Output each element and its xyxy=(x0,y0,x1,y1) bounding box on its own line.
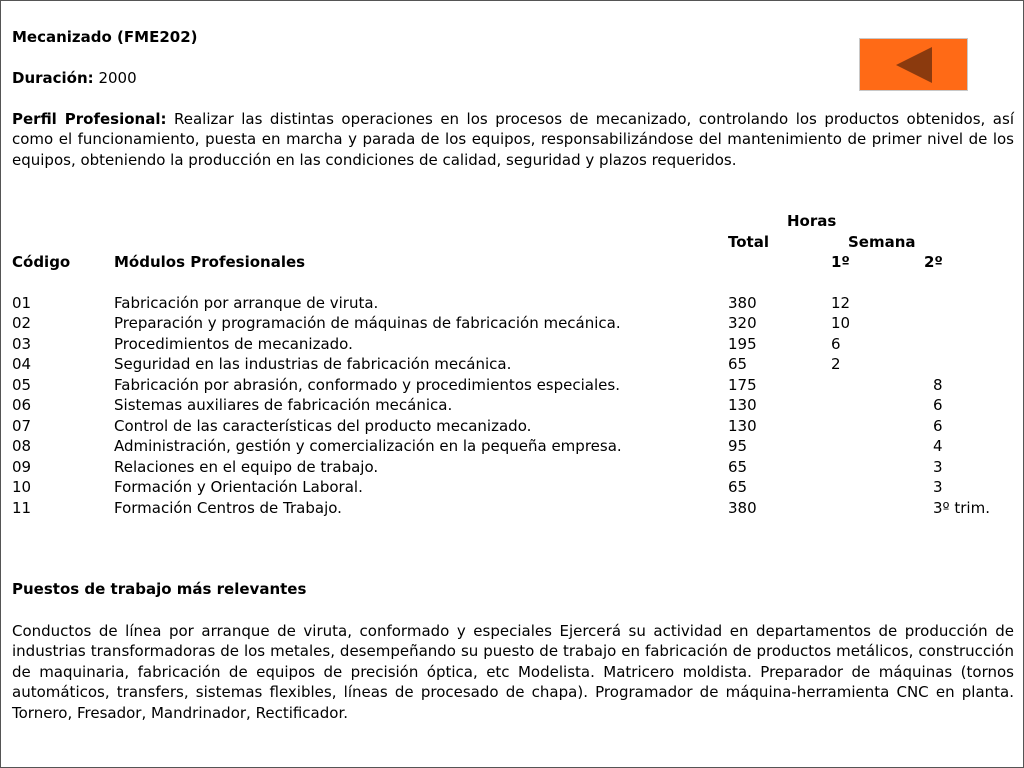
row-total: 380 xyxy=(728,498,757,517)
header-2nd: 2º xyxy=(924,253,943,271)
row-code: 01 xyxy=(12,294,32,312)
row-module: Control de las características del producto mecanizado. xyxy=(114,416,532,435)
row-sem2: 6 xyxy=(933,396,943,415)
table-row xyxy=(1,375,1023,395)
row-total: 65 xyxy=(728,478,748,497)
row-code: 07 xyxy=(12,416,32,435)
course-title: Mecanizado (FME202) xyxy=(12,28,198,46)
row-total: 320 xyxy=(728,314,757,333)
row-code: 03 xyxy=(12,334,32,353)
header-horas: Horas xyxy=(787,212,837,230)
triangle-left-icon xyxy=(894,46,934,84)
row-total: 65 xyxy=(728,355,748,374)
table-row xyxy=(1,457,1023,477)
row-sem2: 8 xyxy=(933,375,943,394)
header-total: Total xyxy=(728,233,769,251)
row-total: 175 xyxy=(728,375,757,394)
row-code: 10 xyxy=(12,478,32,497)
row-code: 09 xyxy=(12,457,32,476)
duration-label: Duración: xyxy=(12,69,94,87)
row-module: Preparación y programación de máquinas de fabricación mecánica. xyxy=(114,314,621,333)
row-module: Seguridad en las industrias de fabricación mecánica. xyxy=(114,355,512,374)
row-sem2: 6 xyxy=(933,416,943,435)
table-row xyxy=(1,436,1023,456)
duration-value: 2000 xyxy=(98,69,137,87)
table-row xyxy=(1,498,1023,518)
duration-line xyxy=(12,68,137,88)
table-row xyxy=(1,313,1023,333)
jobs-heading: Puestos de trabajo más relevantes xyxy=(12,580,307,598)
row-sem1: 10 xyxy=(831,314,851,333)
row-code: 02 xyxy=(12,314,32,333)
row-sem2: 4 xyxy=(933,437,943,456)
row-sem2: 3 xyxy=(933,457,943,476)
profile-text: Realizar las distintas operaciones en los procesos de mecanizado, controlando los productos obtenidos, así como el funcionamiento, puesta en marcha y parada de los equipos, responsabilizándose del mantenimiento de primer nivel de los equipos, obteniendo la producción en las condiciones de calidad, seguridad y plazos requeridos. xyxy=(12,110,1014,169)
table-row xyxy=(1,293,1023,313)
row-sem2: 3 xyxy=(933,478,943,497)
row-sem1: 2 xyxy=(831,355,841,374)
table-row xyxy=(1,354,1023,374)
profile-paragraph xyxy=(12,109,1014,170)
row-code: 05 xyxy=(12,375,32,394)
row-module: Fabricación por arranque de viruta. xyxy=(114,294,379,312)
row-code: 08 xyxy=(12,437,32,456)
table-row xyxy=(1,477,1023,497)
row-module: Formación y Orientación Laboral. xyxy=(114,478,363,497)
row-module: Administración, gestión y comercialización en la pequeña empresa. xyxy=(114,437,622,456)
row-module: Formación Centros de Trabajo. xyxy=(114,498,342,517)
row-total: 195 xyxy=(728,334,757,353)
profile-label: Perfil Profesional: xyxy=(12,110,167,128)
back-button[interactable] xyxy=(859,38,968,91)
row-sem1: 12 xyxy=(831,294,851,312)
row-total: 130 xyxy=(728,396,757,415)
row-sem2: 3º trim. xyxy=(933,498,990,517)
row-module: Procedimientos de mecanizado. xyxy=(114,334,353,353)
header-modulos: Módulos Profesionales xyxy=(114,253,306,271)
row-total: 65 xyxy=(728,457,748,476)
row-code: 04 xyxy=(12,355,32,374)
row-module: Fabricación por abrasión, conformado y procedimientos especiales. xyxy=(114,375,620,394)
row-code: 11 xyxy=(12,498,32,517)
row-module: Relaciones en el equipo de trabajo. xyxy=(114,457,379,476)
table-row xyxy=(1,416,1023,436)
row-sem1: 6 xyxy=(831,334,841,353)
header-codigo: Código xyxy=(12,253,71,271)
header-semana: Semana xyxy=(848,233,916,251)
table-row xyxy=(1,395,1023,415)
row-code: 06 xyxy=(12,396,32,415)
table-row xyxy=(1,334,1023,354)
row-total: 95 xyxy=(728,437,748,456)
row-total: 130 xyxy=(728,416,757,435)
row-total: 380 xyxy=(728,294,757,312)
row-module: Sistemas auxiliares de fabricación mecánica. xyxy=(114,396,453,415)
header-1st: 1º xyxy=(831,253,850,271)
jobs-text: Conductos de línea por arranque de viruta, conformado y especiales Ejercerá su actividad en departamentos de producción de industrias transformadoras de los metales, desempeñando su puesto de trabajo en fabricación de productos metálicos, construcción de maquinaria, fabricación de equipos de precisión óptica, etc Modelista. Matricero moldista. Preparador de máquinas (tornos automáticos, transfers, sistemas flexibles, líneas de procesado de chapa). Programador de máquina-herramienta CNC en planta. Tornero, Fresador, Mandrinador, Rectificador. xyxy=(12,622,1014,722)
